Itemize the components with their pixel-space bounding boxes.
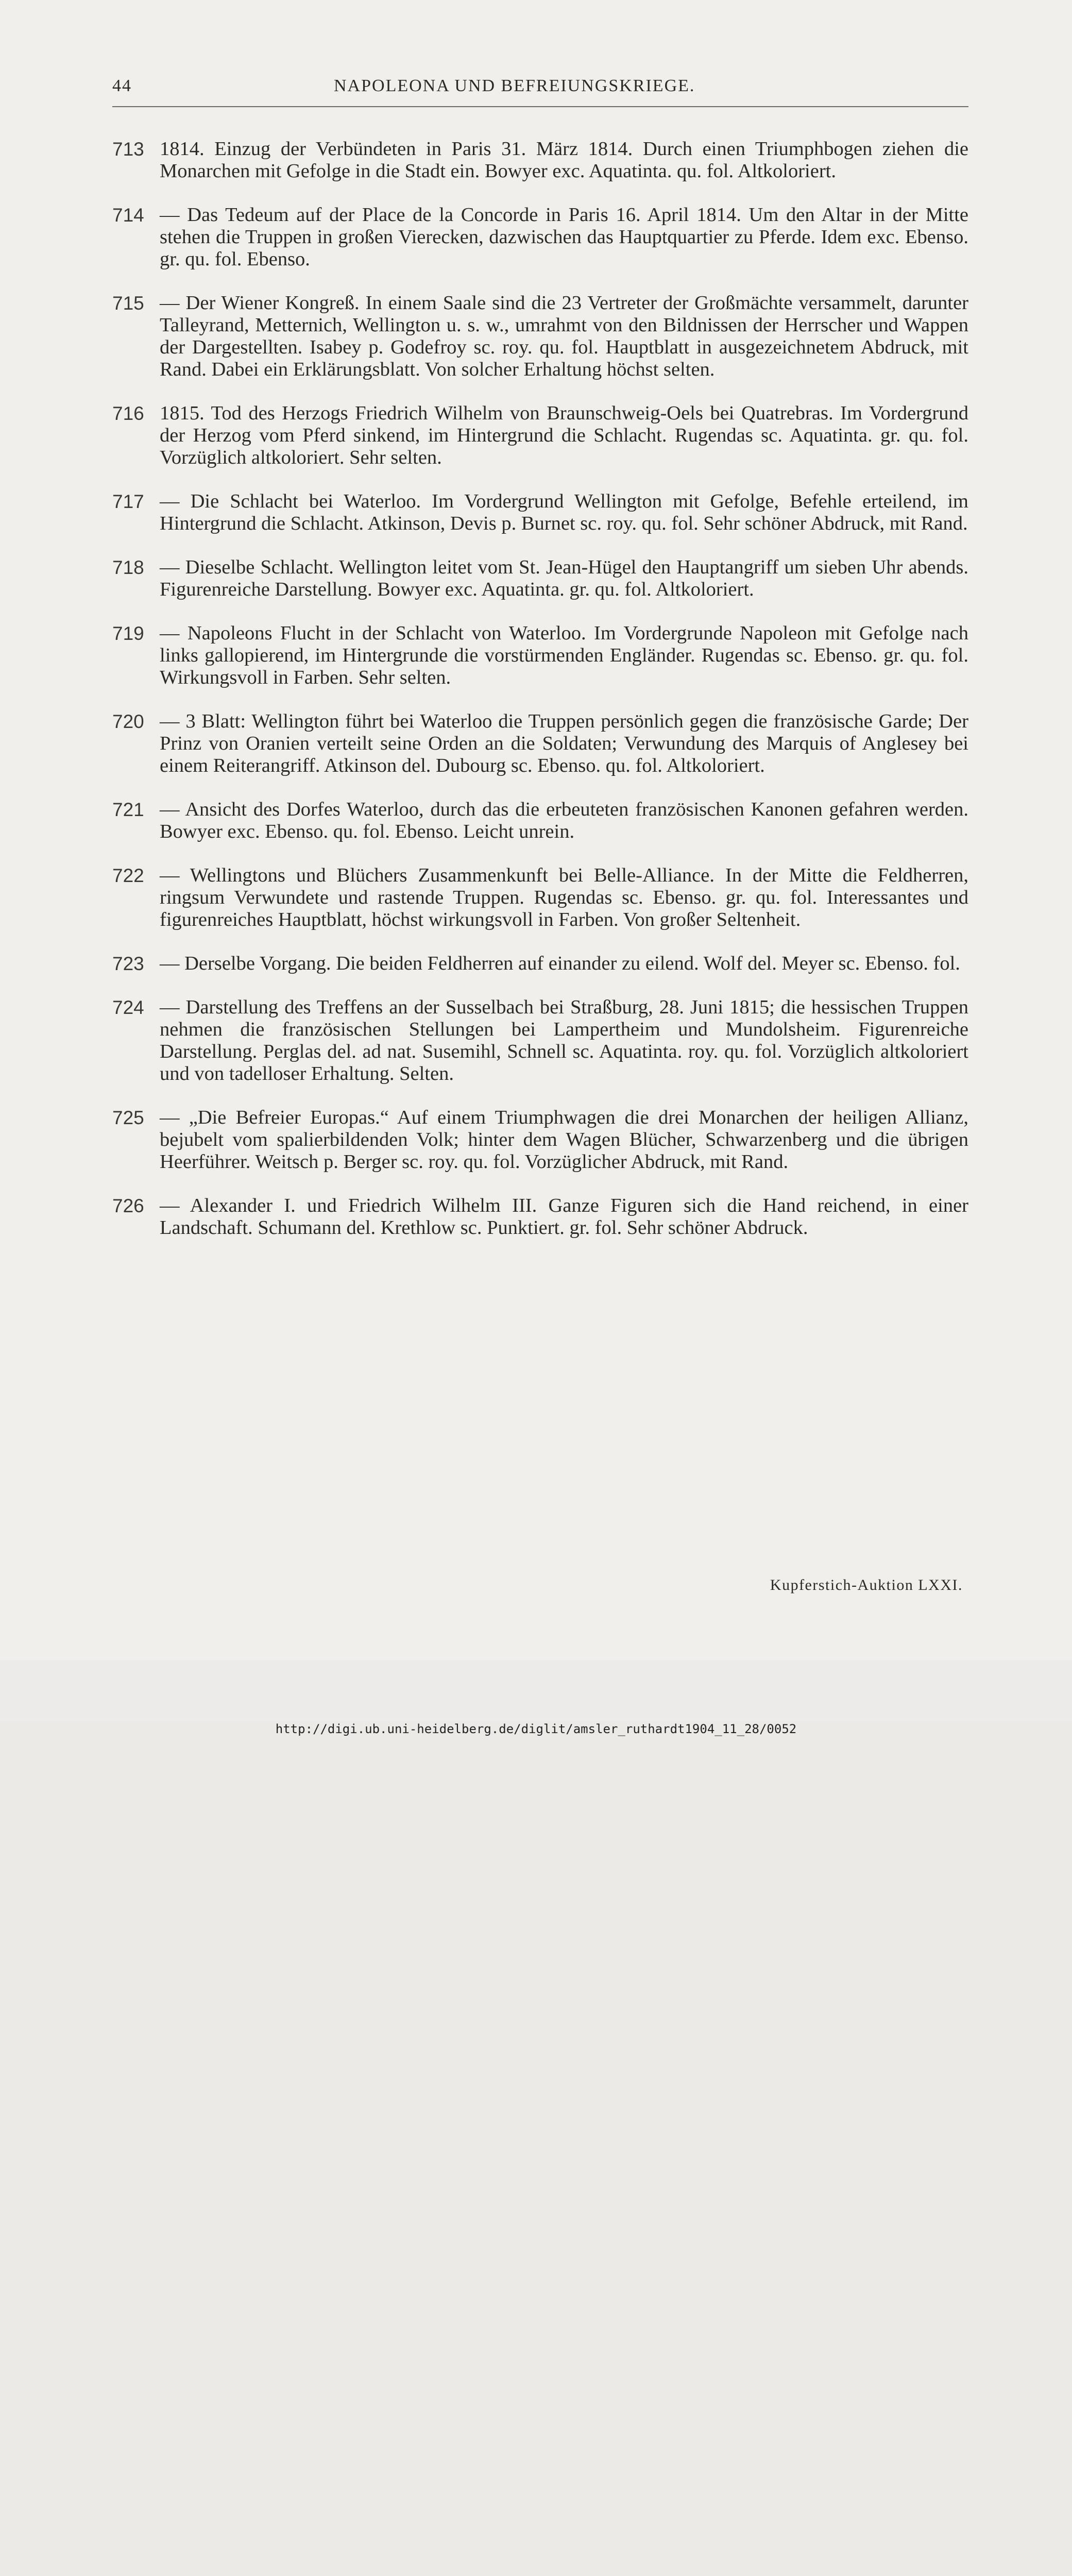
header-rule xyxy=(112,106,968,107)
entry-text: — Die Schlacht bei Waterloo. Im Vordergrund Wellington mit Gefolge, Befehle erteilend, im Hintergrund die Schlacht. Atkinson, Devis p. Burnet sc. roy. qu. fol. Sehr schöner Abdruck, mit Rand. xyxy=(160,490,968,534)
entry-number: 720 xyxy=(112,711,144,732)
entry-number: 717 xyxy=(112,491,144,512)
catalogue-entry xyxy=(112,996,968,1085)
catalogue-entry xyxy=(112,799,968,843)
entry-number: 718 xyxy=(112,557,144,578)
entry-number: 716 xyxy=(112,403,144,424)
source-url[interactable]: http://digi.ub.uni-heidelberg.de/diglit/amsler_ruthardt1904_11_28/0052 xyxy=(275,1722,797,1736)
catalogue-entry xyxy=(112,622,968,689)
catalogue-entry xyxy=(112,865,968,931)
catalogue-entry xyxy=(112,710,968,777)
entry-text: — Derselbe Vorgang. Die beiden Feldherren auf einander zu eilend. Wolf del. Meyer sc. Ebenso. fol. xyxy=(160,953,960,974)
catalogue-entry xyxy=(112,490,968,535)
catalogue-entries xyxy=(112,138,968,1261)
entry-text: — Der Wiener Kongreß. In einem Saale sind die 23 Vertreter der Großmächte versammelt, darunter Talleyrand, Metternich, Wellington u. s. w., umrahmt von den Bildnissen der Herrscher und Wappen der Dargestellten. Isabey p. Godefroy sc. roy. qu. fol. Hauptblatt in ausgezeichnetem Abdruck, mit Rand. Dabei ein Erklärungsblatt. Von solcher Erhaltung höchst selten. xyxy=(160,292,968,380)
catalogue-entry xyxy=(112,1107,968,1173)
catalogue-entry xyxy=(112,402,968,469)
entry-number: 723 xyxy=(112,953,144,974)
entry-text: 1815. Tod des Herzogs Friedrich Wilhelm von Braunschweig-Oels bei Quatrebras. Im Vordergrund der Herzog vom Pferd sinkend, im Hintergrund die Schlacht. Rugendas sc. Aquatinta. gr. qu. fol. Vorzüglich altkoloriert. Sehr selten. xyxy=(160,402,968,468)
entry-number: 725 xyxy=(112,1107,144,1128)
entry-text: — Wellingtons und Blüchers Zusammenkunft bei Belle-Alliance. In der Mitte die Feldherren, ringsum Verwundete und rastende Truppen. Rugendas sc. Ebenso. gr. qu. fol. Interessantes und figurenreiches Hauptblatt, höchst wirkungsvoll in Farben. Von großer Seltenheit. xyxy=(160,865,968,930)
entry-number: 714 xyxy=(112,205,144,226)
entry-text: — Ansicht des Dorfes Waterloo, durch das die erbeuteten französischen Kanonen gefahren werden. Bowyer exc. Ebenso. qu. fol. Ebenso. Leicht unrein. xyxy=(160,799,968,842)
entry-text: — Napoleons Flucht in der Schlacht von Waterloo. Im Vordergrunde Napoleon mit Gefolge nach links gallopierend, im Hintergrunde die vorstürmenden Engländer. Rugendas sc. Ebenso. gr. qu. fol. Wirkungsvoll in Farben. Sehr selten. xyxy=(160,622,968,688)
entry-number: 713 xyxy=(112,139,144,160)
running-title: NAPOLEONA UND BEFREIUNGSKRIEGE. xyxy=(334,76,695,95)
entry-number: 722 xyxy=(112,865,144,886)
entry-text: — Dieselbe Schlacht. Wellington leitet vom St. Jean-Hügel den Hauptangriff um sieben Uhr abends. Figurenreiche Darstellung. Bowyer exc. Aquatinta. gr. qu. fol. Altkoloriert. xyxy=(160,556,968,600)
entry-text: — „Die Befreier Europas.“ Auf einem Triumphwagen die drei Monarchen der heiligen Allianz, bejubelt vom spalierbildenden Volk; hinter dem Wagen Blücher, Schwarzenberg und die übrigen Heerführer. Weitsch p. Berger sc. roy. qu. fol. Vorzüglicher Abdruck, mit Rand. xyxy=(160,1107,968,1173)
catalogue-entry xyxy=(112,204,968,270)
entry-number: 724 xyxy=(112,997,144,1018)
entry-number: 726 xyxy=(112,1195,144,1216)
catalogue-entry xyxy=(112,1195,968,1239)
catalogue-entry xyxy=(112,292,968,381)
entry-number: 715 xyxy=(112,293,144,314)
entry-text: 1814. Einzug der Verbündeten in Paris 31. März 1814. Durch einen Triumphbogen ziehen die Monarchen mit Gefolge in die Stadt ein. Bowyer exc. Aquatinta. qu. fol. Altkoloriert. xyxy=(160,138,968,182)
entry-text: — Alexander I. und Friedrich Wilhelm III. Ganze Figuren sich die Hand reichend, in einer Landschaft. Schumann del. Krethlow sc. Punktiert. gr. fol. Sehr schöner Abdruck. xyxy=(160,1195,968,1239)
auction-footer-note: Kupferstich-Auktion LXXI. xyxy=(770,1577,963,1594)
entry-text: — 3 Blatt: Wellington führt bei Waterloo die Truppen persönlich gegen die französische Garde; Der Prinz von Oranien verteilt seine Orden an die Soldaten; Verwundung des Marquis of Anglesey bei einem Reiterangriff. Atkinson del. Dubourg sc. Ebenso. qu. fol. Altkoloriert. xyxy=(160,710,968,776)
catalogue-entry xyxy=(112,953,968,975)
catalogue-entry xyxy=(112,556,968,601)
page-number: 44 xyxy=(112,76,132,95)
entry-number: 721 xyxy=(112,799,144,820)
catalogue-entry xyxy=(112,138,968,182)
digitization-bar xyxy=(0,1660,1072,1721)
entry-text: — Darstellung des Treffens an der Susselbach bei Straßburg, 28. Juni 1815; die hessischen Truppen nehmen die französischen Stellungen bei Lampertheim und Mundolsheim. Figurenreiche Darstellung. Perglas del. ad nat. Susemihl, Schnell sc. Aquatinta. roy. qu. fol. Vorzüglich altkoloriert und von tadelloser Erhaltung. Selten. xyxy=(160,996,968,1084)
entry-number: 719 xyxy=(112,623,144,644)
entry-text: — Das Tedeum auf der Place de la Concorde in Paris 16. April 1814. Um den Altar in der Mitte stehen die Truppen in großen Vierecken, dazwischen das Hauptquartier zu Pferde. Idem exc. Ebenso. gr. qu. fol. Ebenso. xyxy=(160,204,968,270)
